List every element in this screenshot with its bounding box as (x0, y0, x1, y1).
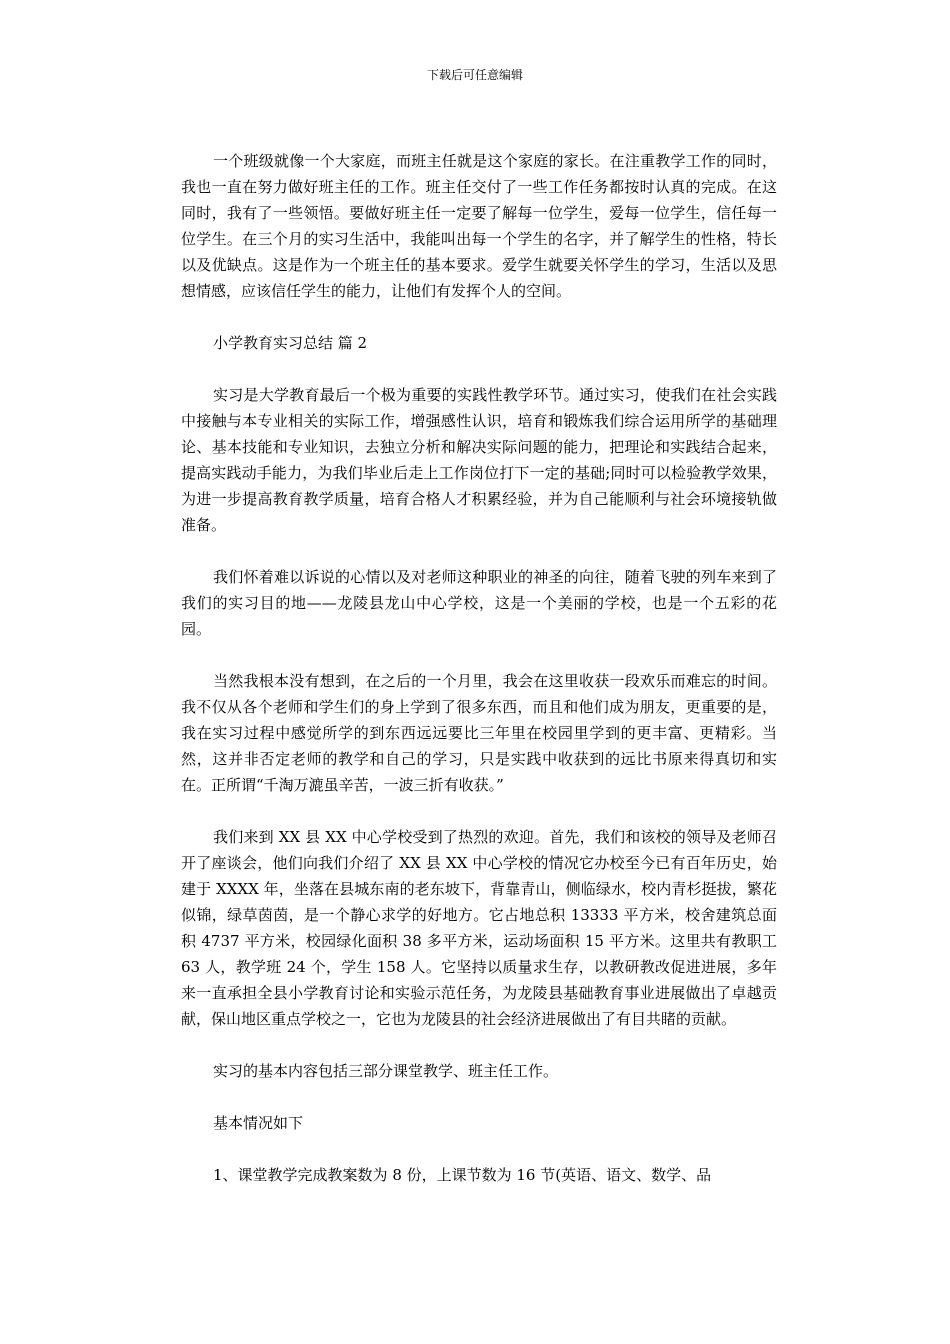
paragraph-reflection: 当然我根本没有想到，在之后的一个月里，我会在这里收获一段欢乐而难忘的时间。我不仅从各个老师和学生们的身上学到了很多东西，而且和他们成为朋友，更重要的是，我在实习过程中感觉所学的到东西远远要比三年里在校园里学到的更丰富、更精彩。当然，这并非否定老师的教学和自己的学习，只是实践中收获到的远比书原来得真切和实在。正所谓“千淘万漉虽辛苦，一波三折有收获。” (181, 672, 777, 794)
section-heading: 小学教育实习总结 篇 2 (213, 334, 368, 352)
paragraph-spacer (181, 1084, 777, 1110)
paragraph-arrival: 我们怀着难以诉说的心情以及对老师这种职业的神圣的向往，随着飞驶的列车来到了我们的实习目的地——龙陵县龙山中心学校，这是一个美丽的学校，也是一个五彩的花园。 (181, 568, 777, 638)
paragraph-spacer (181, 1032, 777, 1058)
paragraph-spacer (181, 304, 777, 330)
paragraph-basic-situation: 基本情况如下 (213, 1114, 304, 1132)
list-item-teaching: 1、课堂教学完成教案数为 8 份，上课节数为 16 节(英语、语文、数学、品 (213, 1166, 712, 1184)
paragraph-spacer (181, 356, 777, 382)
paragraph-spacer (181, 1136, 777, 1162)
paragraph-internship-purpose: 实习是大学教育最后一个极为重要的实践性教学环节。通过实习，使我们在社会实践中接触与本专业相关的实际工作，增强感性认识，培育和锻炼我们综合运用所学的基础理论、基本技能和专业知识，去独立分析和解决实际问题的能力，把理论和实践结合起来，提高实践动手能力，为我们毕业后走上工作岗位打下一定的基础;同时可以检验教学效果，为进一步提高教育教学质量，培育合格人才积累经验，并为自己能顺利与社会环境接轨做准备。 (181, 386, 777, 534)
paragraph-spacer (181, 538, 777, 564)
page-header: 下载后可任意编辑 (426, 68, 523, 82)
paragraph-school-intro: 我们来到 XX 县 XX 中心学校受到了热烈的欢迎。首先，我们和该校的领导及老师召开了座谈会，他们向我们介绍了 XX 县 XX 中心学校的情况它办校至今已有百年历史，始建于 XXXX 年，坐落在县城东南的老东坡下，背靠青山，侧临绿水，校内青杉挺拔，繁花似锦，绿草茵茵，是一个静心求学的好地方。它占地总积 13333 平方米，校舍建筑总面积 4737 平方米，校园绿化面积 38 多平方米，运动场面积 15 平方米。这里共有教职工 63 人，教学班 24 个，学生 158 人。它坚持以质量求生存，以教研教改促进进展，多年来一直承担全县小学教育讨论和实验示范任务，为龙陵县基础教育事业进展做出了卓越贡献，保山地区重点学校之一，它也为龙陵县的社会经济进展做出了有目共睹的贡献。 (181, 828, 782, 1028)
paragraph-spacer (181, 642, 777, 668)
paragraph-content-summary: 实习的基本内容包括三部分课堂教学、班主任工作。 (213, 1062, 559, 1080)
document-body (181, 148, 782, 1188)
paragraph-spacer (181, 798, 777, 824)
paragraph-class-teacher: 一个班级就像一个大家庭，而班主任就是这个家庭的家长。在注重教学工作的同时，我也一直在努力做好班主任的工作。班主任交付了一些工作任务都按时认真的完成。在这同时，我有了一些领悟。要做好班主任一定要了解每一位学生，爱每一位学生，信任每一位学生。在三个月的实习生活中，我能叫出每一个学生的名字，并了解学生的性格，特长以及优缺点。这是作为一个班主任的基本要求。爱学生就要关怀学生的学习，生活以及思想情感，应该信任学生的能力，让他们有发挥个人的空间。 (181, 152, 777, 300)
